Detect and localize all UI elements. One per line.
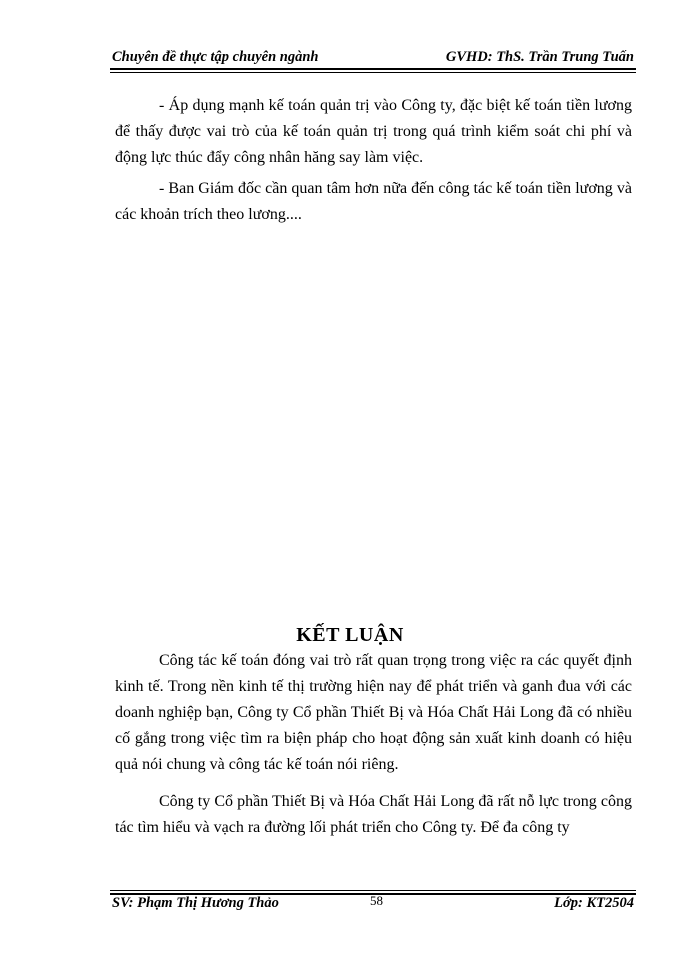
recommendation-bullet-2 (115, 176, 632, 228)
footer-student: SV: Phạm Thị Hương Thảo (112, 895, 279, 911)
recommendation-bullet-1 (115, 93, 632, 171)
header-advisor: GVHD: ThS. Trần Trung Tuấn (445, 49, 634, 65)
page-footer (112, 893, 634, 915)
conclusion-paragraph-2 (115, 789, 632, 841)
bullet-2-text: - Ban Giám đốc cần quan tâm hơn nữa đến công tác kế toán tiền lương và các khoản trích theo lương.... (115, 180, 632, 223)
bullet-1-text: - Áp dụng mạnh kế toán quản trị vào Công ty, đặc biệt kế toán tiền lương để thấy được vai trò của kế toán quản trị trong quá trình kiểm soát chi phí và động lực thúc đẩy công nhân hăng say làm việc. (115, 97, 632, 166)
conclusion-heading: KẾT LUẬN (296, 624, 404, 646)
paragraph-2-text: Công ty Cổ phần Thiết Bị và Hóa Chất Hải Long đã rất nỗ lực trong công tác tìm hiểu và vạch ra đường lối phát triển cho Công ty. Để đa công ty (115, 793, 632, 836)
page-header (112, 44, 634, 66)
page-number: 58 (370, 893, 383, 908)
header-title: Chuyên đề thực tập chuyên ngành (112, 49, 319, 65)
paragraph-1-text: Công tác kế toán đóng vai trò rất quan trọng trong việc ra các quyết định kinh tế. Trong nền kinh tế thị trường hiện nay để phát triển và ganh đua với các doanh nghiệp bạn, Công ty Cổ phần Thiết Bị và Hóa Chất Hải Long đã có nhiều cố gắng trong việc tìm ra biện pháp cho hoạt động sản xuất kinh doanh có hiệu quả nói chung và công tác kế toán nói riêng. (115, 652, 632, 773)
header-divider (110, 68, 636, 73)
footer-class: Lớp: KT2504 (554, 895, 634, 911)
conclusion-paragraph-1 (115, 648, 632, 778)
